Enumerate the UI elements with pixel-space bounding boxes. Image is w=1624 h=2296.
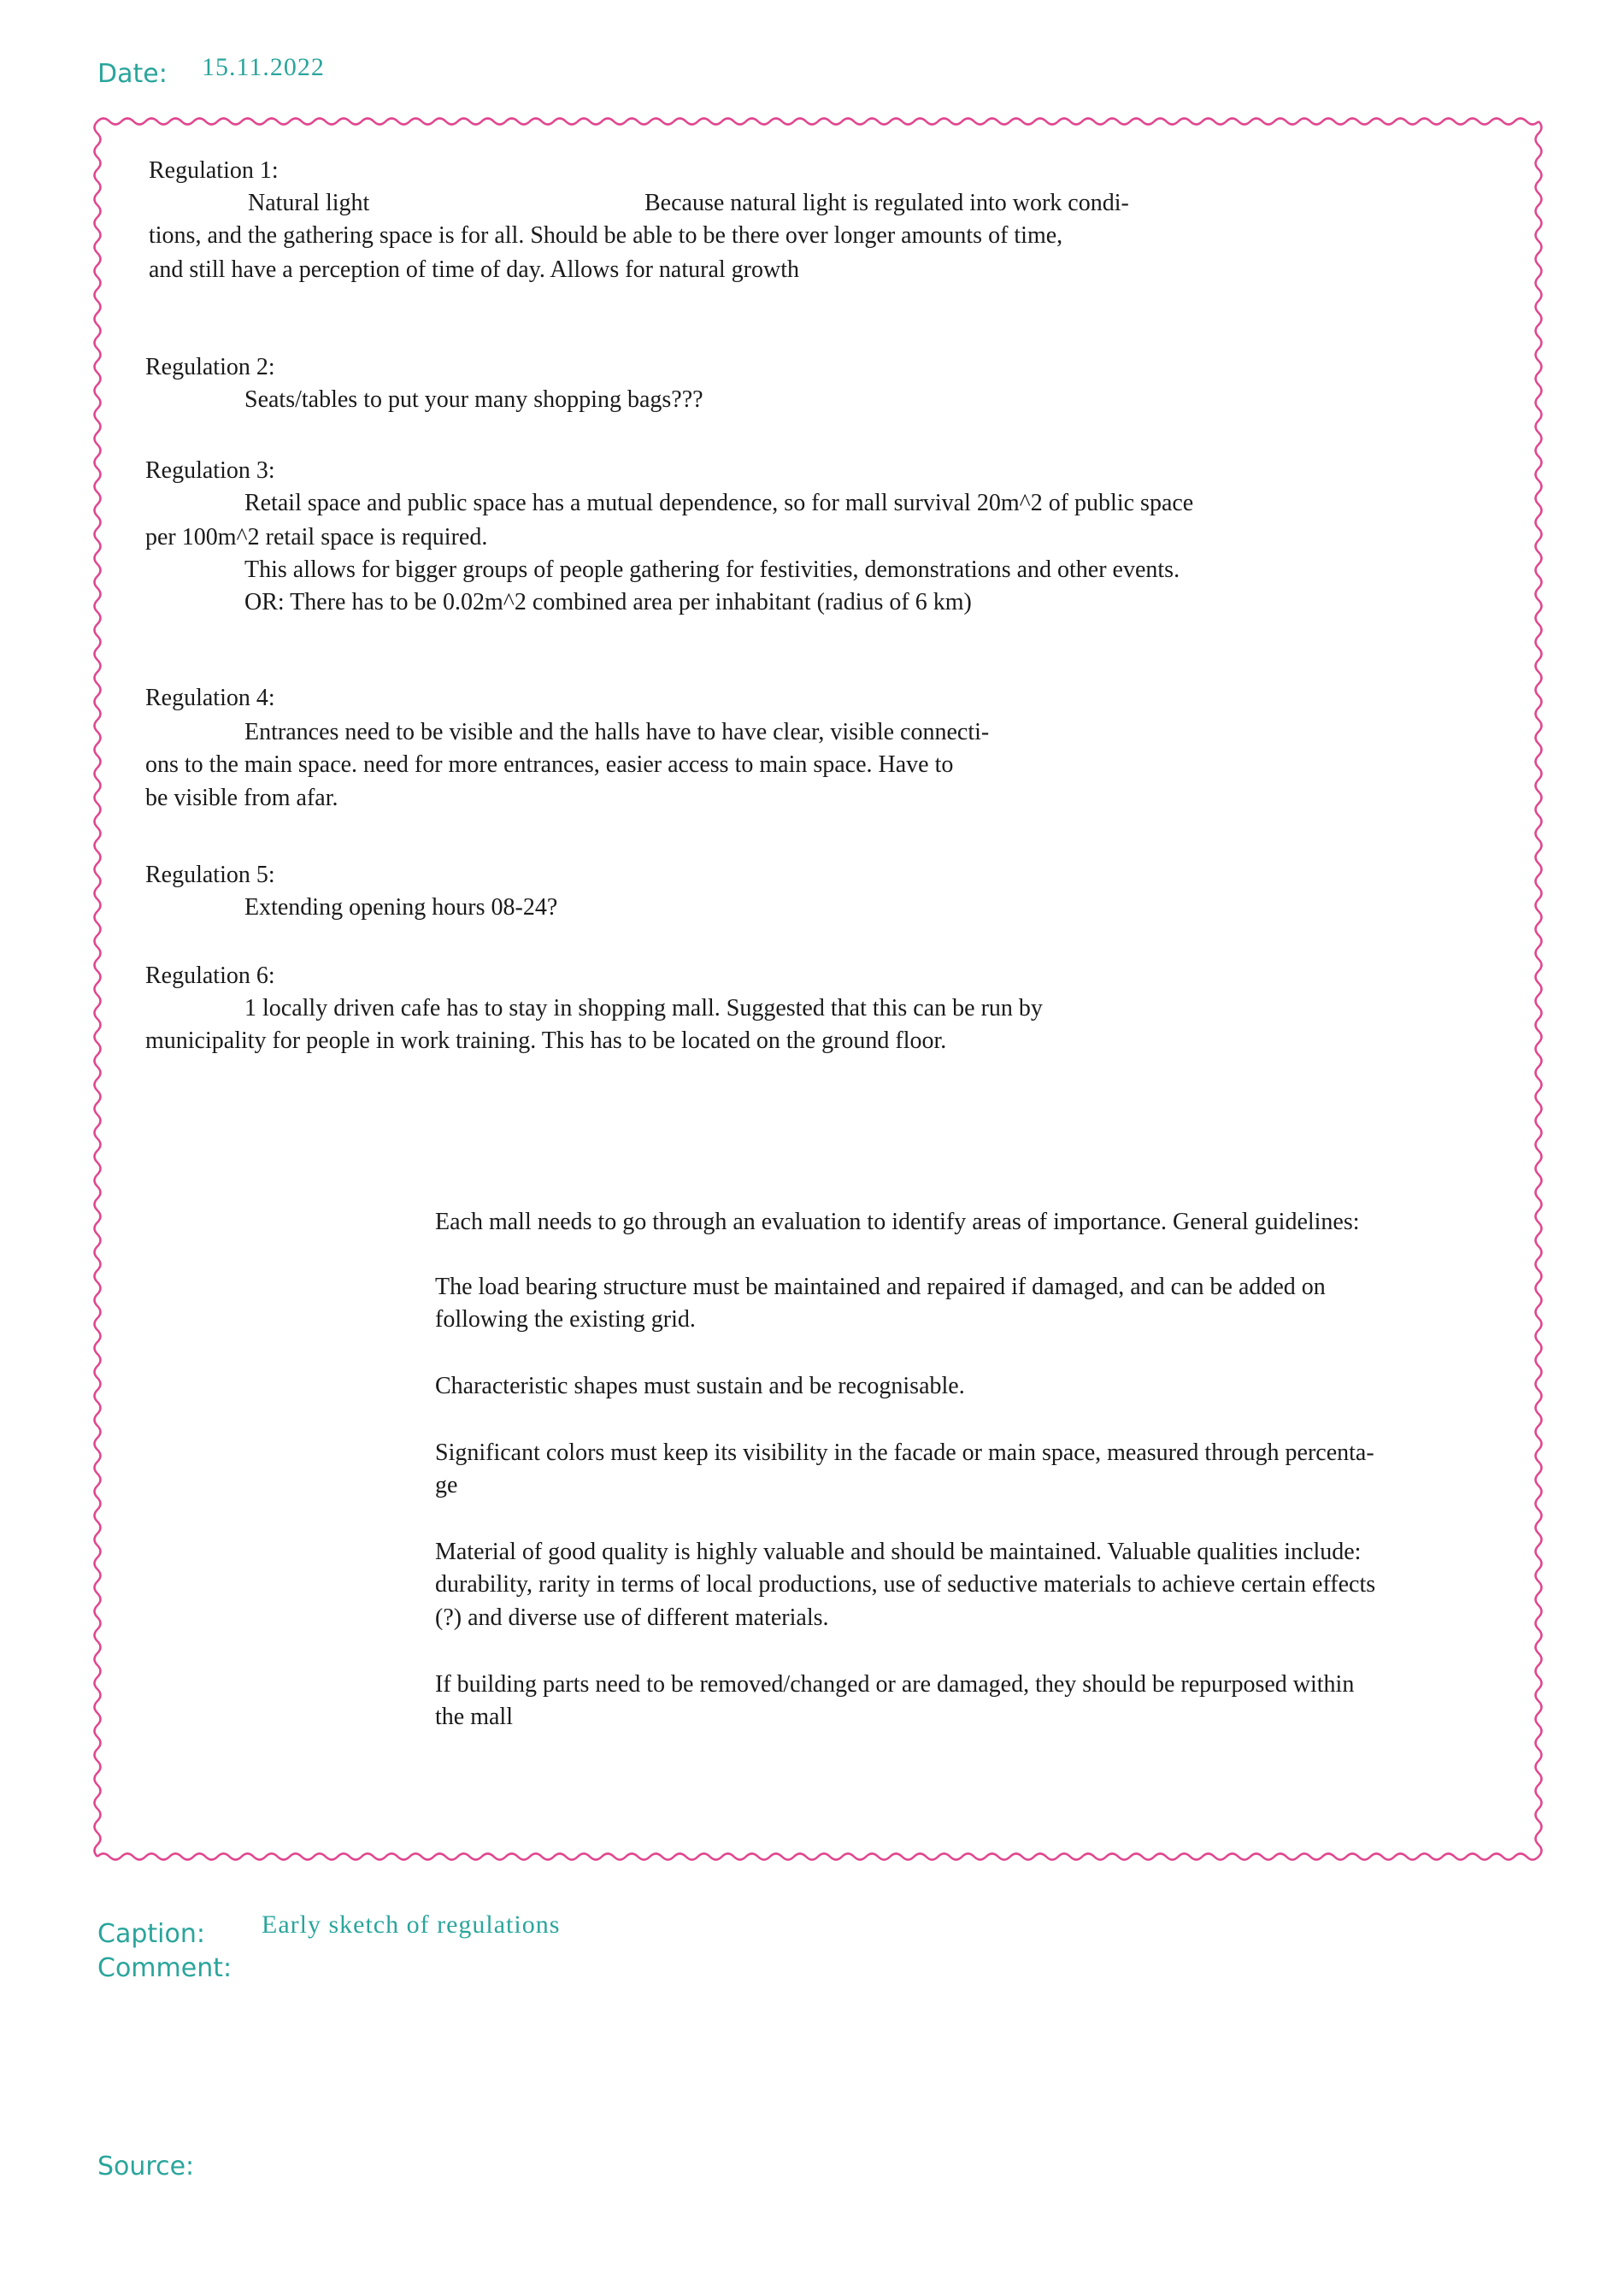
- regulation-1-title: Regulation 1:: [149, 157, 279, 184]
- regulation-2-text: Seats/tables to put your many shopping bags???: [244, 386, 703, 413]
- guideline-material: Material of good quality is highly valuable and should be maintained. Valuable qualities include:: [435, 1539, 1362, 1565]
- guideline-structure: following the existing grid.: [435, 1306, 696, 1333]
- regulation-4-text: Entrances need to be visible and the halls have to have clear, visible connecti-: [244, 719, 990, 745]
- regulation-1-text: Because natural light is regulated into work condi-: [644, 190, 1129, 216]
- source-label: Source:: [97, 2152, 195, 2181]
- regulation-6-text: 1 locally driven cafe has to stay in shopping mall. Suggested that this can be run by: [244, 995, 1043, 1021]
- regulation-5-title: Regulation 5:: [145, 862, 275, 888]
- regulation-1-heading: Natural light: [248, 190, 370, 216]
- guidelines-intro: Each mall needs to go through an evaluation to identify areas of importance. General guidelines:: [435, 1209, 1360, 1235]
- guideline-material: durability, rarity in terms of local productions, use of seductive materials to achieve certain effects: [435, 1571, 1376, 1598]
- regulation-4-title: Regulation 4:: [145, 685, 275, 711]
- caption-label: Caption:: [97, 1919, 205, 1949]
- guideline-repurpose: If building parts need to be removed/changed or are damaged, they should be repurposed within: [435, 1671, 1355, 1698]
- regulation-1-text: tions, and the gathering space is for all. Should be able to be there over longer amounts of time,: [149, 222, 1063, 249]
- caption-value: Early sketch of regulations: [262, 1910, 561, 1939]
- regulation-1-text: and still have a perception of time of day. Allows for natural growth: [149, 256, 799, 283]
- regulation-6-title: Regulation 6:: [145, 963, 275, 989]
- regulation-3-text: per 100m^2 retail space is required.: [145, 524, 488, 550]
- regulation-3-text: Retail space and public space has a mutual dependence, so for mall survival 20m^2 of public space: [244, 490, 1194, 516]
- regulation-4-text: be visible from afar.: [145, 785, 338, 811]
- regulation-3-text: This allows for bigger groups of people gathering for festivities, demonstrations and other events.: [244, 556, 1180, 583]
- regulation-3-text: OR: There has to be 0.02m^2 combined area per inhabitant (radius of 6 km): [244, 589, 972, 615]
- regulation-3-title: Regulation 3:: [145, 457, 275, 484]
- guideline-colors: Significant colors must keep its visibility in the facade or main space, measured through percenta-: [435, 1439, 1374, 1466]
- guideline-material: (?) and diverse use of different materials.: [435, 1604, 829, 1631]
- guideline-shapes: Characteristic shapes must sustain and be recognisable.: [435, 1373, 965, 1399]
- regulation-5-text: Extending opening hours 08-24?: [244, 894, 558, 921]
- guideline-colors: ge: [435, 1472, 458, 1498]
- regulation-2-title: Regulation 2:: [145, 354, 275, 380]
- guideline-structure: The load bearing structure must be maintained and repaired if damaged, and can be added on: [435, 1274, 1326, 1300]
- date-label: Date:: [97, 59, 168, 89]
- date-value: 15.11.2022: [202, 53, 325, 81]
- regulation-6-text: municipality for people in work training. This has to be located on the ground floor.: [145, 1027, 947, 1054]
- regulation-4-text: ons to the main space. need for more entrances, easier access to main space. Have to: [145, 751, 954, 778]
- guideline-repurpose: the mall: [435, 1704, 513, 1730]
- comment-label: Comment:: [97, 1953, 232, 1983]
